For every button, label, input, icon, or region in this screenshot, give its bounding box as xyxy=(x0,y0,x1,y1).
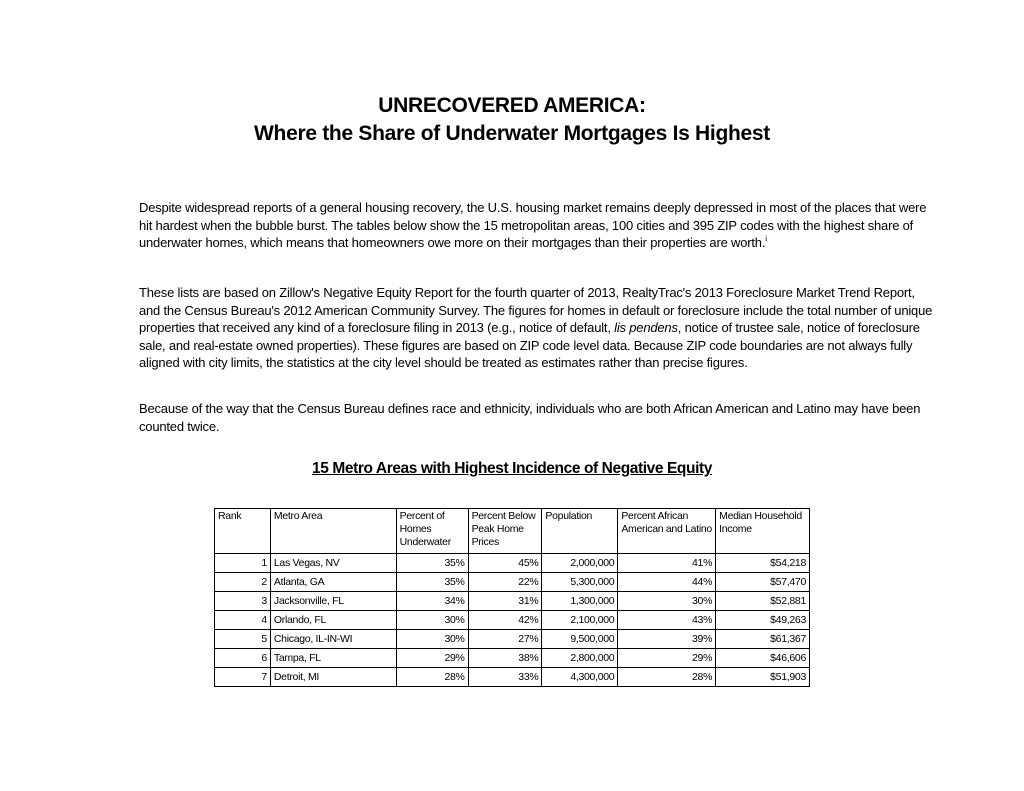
cell-percent-african-latino: 39% xyxy=(618,630,716,649)
cell-metro-area: Chicago, IL-IN-WI xyxy=(270,630,396,649)
cell-metro-area: Jacksonville, FL xyxy=(270,592,396,611)
table-header-row xyxy=(215,509,810,554)
header-rank: Rank xyxy=(215,509,271,554)
sources-italic-term: lis pendens xyxy=(614,320,678,335)
cell-population: 2,100,000 xyxy=(542,611,618,630)
cell-percent-below-peak: 27% xyxy=(468,630,542,649)
cell-population: 9,500,000 xyxy=(542,630,618,649)
table-row xyxy=(215,668,810,687)
intro-paragraph-text: Despite widespread reports of a general housing recovery, the U.S. housing market remains deeply depressed in most of the places that were hit hardest when the bubble burst. The tables below show the 15 metropolitan areas, 100 cities and 395 ZIP codes with the highest share of underwater homes, which means that homeowners owe more on their mortgages than their properties are worth. xyxy=(139,200,927,250)
cell-percent-african-latino: 30% xyxy=(618,592,716,611)
cell-percent-below-peak: 38% xyxy=(468,649,542,668)
cell-percent-below-peak: 33% xyxy=(468,668,542,687)
cell-percent-underwater: 28% xyxy=(396,668,468,687)
cell-percent-underwater: 29% xyxy=(396,649,468,668)
table-row xyxy=(215,611,810,630)
cell-population: 2,800,000 xyxy=(542,649,618,668)
header-percent-underwater: Percent of Homes Underwater xyxy=(396,509,468,554)
cell-median-income: $46,606 xyxy=(716,649,810,668)
header-median-income: Median Household Income xyxy=(716,509,810,554)
table-title: 15 Metro Areas with Highest Incidence of Negative Equity xyxy=(312,460,712,477)
cell-rank: 2 xyxy=(215,573,271,592)
cell-population: 1,300,000 xyxy=(542,592,618,611)
cell-percent-african-latino: 44% xyxy=(618,573,716,592)
header-population: Population xyxy=(542,509,618,554)
table-row xyxy=(215,649,810,668)
cell-rank: 1 xyxy=(215,554,271,573)
cell-percent-below-peak: 31% xyxy=(468,592,542,611)
metro-table xyxy=(214,508,810,687)
header-metro-area: Metro Area xyxy=(270,509,396,554)
cell-percent-underwater: 30% xyxy=(396,630,468,649)
table-row xyxy=(215,592,810,611)
cell-percent-below-peak: 22% xyxy=(468,573,542,592)
cell-metro-area: Tampa, FL xyxy=(270,649,396,668)
cell-percent-african-latino: 29% xyxy=(618,649,716,668)
cell-metro-area: Las Vegas, NV xyxy=(270,554,396,573)
cell-percent-african-latino: 43% xyxy=(618,611,716,630)
cell-percent-underwater: 30% xyxy=(396,611,468,630)
footnote-marker: i xyxy=(765,234,767,244)
title-line-1: UNRECOVERED AMERICA: xyxy=(378,94,646,117)
header-percent-african-latino: Percent African American and Latino xyxy=(618,509,716,554)
title-line-2: Where the Share of Underwater Mortgages Is Highest xyxy=(254,122,770,145)
cell-rank: 3 xyxy=(215,592,271,611)
cell-percent-underwater: 34% xyxy=(396,592,468,611)
cell-percent-underwater: 35% xyxy=(396,573,468,592)
race-note-paragraph: Because of the way that the Census Bureau defines race and ethnicity, individuals who are both African American and Latino may have been counted twice. xyxy=(139,401,921,434)
cell-percent-underwater: 35% xyxy=(396,554,468,573)
intro-paragraph xyxy=(139,199,934,252)
cell-percent-below-peak: 45% xyxy=(468,554,542,573)
table-row xyxy=(215,630,810,649)
cell-percent-african-latino: 28% xyxy=(618,668,716,687)
cell-median-income: $49,263 xyxy=(716,611,810,630)
cell-rank: 4 xyxy=(215,611,271,630)
cell-population: 4,300,000 xyxy=(542,668,618,687)
cell-metro-area: Orlando, FL xyxy=(270,611,396,630)
cell-rank: 5 xyxy=(215,630,271,649)
cell-metro-area: Detroit, MI xyxy=(270,668,396,687)
sources-text-part2: , notice of trustee sale, notice of foreclosure sale, and real-estate owned properties). These figures are based on ZIP code level data. Because ZIP code boundaries are not always fully aligned with city limits, the statistics at the city level should be treated as estimates rather than precise figures. xyxy=(139,320,920,370)
sources-text-part1: These lists are based on Zillow's Negative Equity Report for the fourth quarter of 2013, RealtyTrac's 2013 Foreclosure Market Trend Report, and the Census Bureau's 2012 American Community Survey. The figures for homes in default or foreclosure include the total number of unique properties that received any kind of a foreclosure filing in 2013 (e.g., notice of default, xyxy=(139,285,933,335)
cell-median-income: $52,881 xyxy=(716,592,810,611)
cell-metro-area: Atlanta, GA xyxy=(270,573,396,592)
cell-median-income: $57,470 xyxy=(716,573,810,592)
table-row xyxy=(215,554,810,573)
cell-rank: 7 xyxy=(215,668,271,687)
cell-population: 5,300,000 xyxy=(542,573,618,592)
document-title xyxy=(0,92,1024,148)
cell-percent-below-peak: 42% xyxy=(468,611,542,630)
header-percent-below-peak: Percent Below Peak Home Prices xyxy=(468,509,542,554)
cell-population: 2,000,000 xyxy=(542,554,618,573)
cell-median-income: $61,367 xyxy=(716,630,810,649)
cell-rank: 6 xyxy=(215,649,271,668)
table-row xyxy=(215,573,810,592)
sources-paragraph xyxy=(139,284,934,372)
cell-median-income: $54,218 xyxy=(716,554,810,573)
cell-percent-african-latino: 41% xyxy=(618,554,716,573)
cell-median-income: $51,903 xyxy=(716,668,810,687)
